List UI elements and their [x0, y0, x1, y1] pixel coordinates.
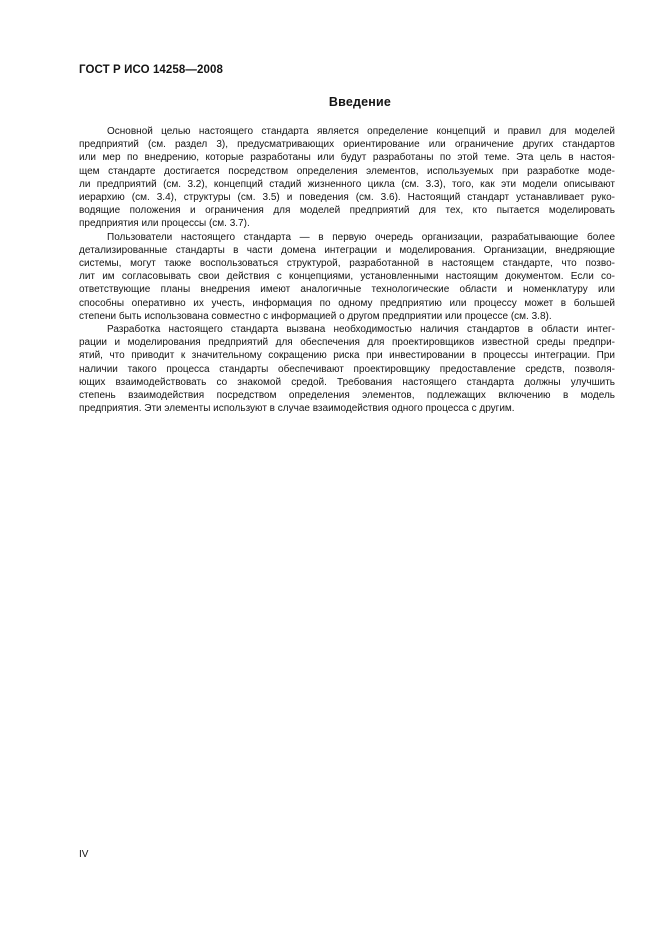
text-line: предприятий (см. раздел 3), предусматривающих ориентирование или ограничение других стандартов	[79, 139, 615, 151]
text-line: щем стандарте достигается посредством определения элементов, используемых при разработке моде-	[79, 165, 615, 177]
text-line: или мер по внедрению, которые разработаны или будут разработаны по этой теме. Эта цель в настоя-	[79, 152, 615, 164]
text-line: ли предприятий (см. 3.2), концепций стадий жизненного цикла (см. 3.3), того, как эти модели описывают	[79, 178, 615, 190]
page-number: IV	[79, 849, 89, 860]
document-code: ГОСТ Р ИСО 14258—2008	[79, 64, 224, 76]
text-line: Пользователи настоящего стандарта — в первую очередь организации, разрабатывающие более	[107, 231, 615, 243]
text-line: ющих взаимодействовать со знакомой средой. Требования настоящего стандарта должны улучшить	[79, 376, 615, 388]
text-line: иерархию (см. 3.4), структуры (см. 3.5) и поведения (см. 3.6). Настоящий стандарт устанавливает руко-	[79, 192, 615, 204]
text-line: ответствующие планы внедрения имеют аналогичные технологические области и номенклатуру или	[79, 284, 615, 296]
text-line: водящие положения и ограничения для моделей предприятий для тех, кто пытается моделировать	[79, 205, 615, 217]
text-line: предприятия. Эти элементы используют в случае взаимодействия одного процесса с другим.	[79, 403, 515, 415]
text-line: лит им согласовывать свои действия с концепциями, установленными настоящим документом. Если со-	[79, 271, 615, 283]
text-line: степени быть использована совместно с информацией о другом предприятии или процессе (см. 3.8).	[79, 310, 552, 322]
text-line: степень взаимодействия посредством определения элементов, подлежащих включению в модель	[79, 390, 615, 402]
section-title-text: Введение	[328, 95, 392, 109]
paragraph-1	[79, 125, 615, 231]
body-text	[79, 125, 615, 415]
text-line: системы, могут также воспользоваться структурой, разработанной в настоящем стандарте, что позво-	[79, 258, 615, 270]
text-line: детализированные стандарты в части домена интеграции и моделирования. Организации, внедряющие	[79, 244, 615, 256]
section-title	[79, 95, 615, 109]
text-line: предприятия или процессы (см. 3.7).	[79, 218, 250, 230]
paragraph-2	[79, 231, 615, 323]
text-line: рации и моделирования предприятий для обеспечения для проектировщиков известной среды предпри-	[79, 337, 615, 349]
text-line: Разработка настоящего стандарта вызвана необходимостью наличия стандартов в области интег-	[107, 324, 615, 336]
text-line: ятий, что приводит к значительному сокращению риска при инвестировании в процессы интеграции. При	[79, 350, 615, 362]
text-line: способны оперативно их учесть, информация по одному предприятию или процессу может в большей	[79, 297, 615, 309]
paragraph-3	[79, 323, 615, 415]
text-line: наличии такого процесса стандарты обеспечивают проектировщику предоставление средств, позволя-	[79, 363, 615, 375]
text-line: Основной целью настоящего стандарта является определение концепций и правил для моделей	[107, 126, 615, 137]
